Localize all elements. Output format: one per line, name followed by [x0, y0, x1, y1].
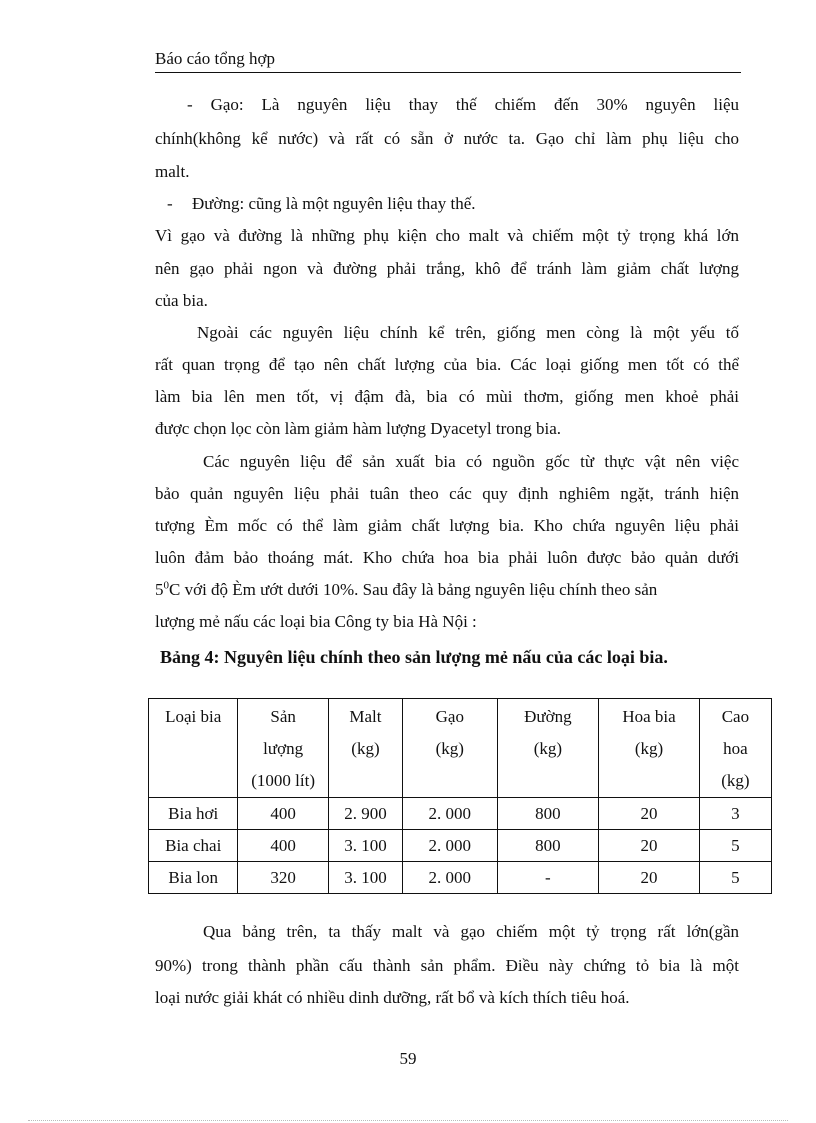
- degree-superscript: 0: [163, 579, 169, 592]
- paragraph-vi-gao-line-3: của bia.: [155, 291, 208, 310]
- header-cao-hoa: [699, 699, 771, 798]
- paragraph-qua-line-2: 90%) trong thành phần cấu thành sản phẩm. Điều này chứng tỏ bia là một: [155, 956, 739, 975]
- table-row: [149, 798, 772, 830]
- paragraph-cac-line-1: Các nguyên liệu để sản xuất bia có nguồn gốc từ thực vật nên việc: [203, 452, 739, 471]
- table-cell: 800: [497, 830, 599, 862]
- header-text: (1000 lít): [251, 771, 316, 790]
- table-cell: 800: [497, 798, 599, 830]
- paragraph-gao-line-1: - Gạo: Là nguyên liệu thay thế chiếm đến 30% nguyên liệu: [187, 95, 739, 114]
- header-text: Cao: [721, 707, 750, 726]
- table-cell: Bia hơi: [149, 798, 238, 830]
- header-duong: [497, 699, 599, 798]
- materials-table: [148, 698, 772, 894]
- paragraph-qua-line-1: Qua bảng trên, ta thấy malt và gạo chiếm một tỷ trọng rất lớn(gần: [203, 922, 739, 941]
- table-cell: 5: [699, 862, 771, 894]
- paragraph-cac-line-5-number: 5: [155, 580, 164, 599]
- table-cell: 400: [238, 830, 328, 862]
- paragraph-vi-gao-line-2: nên gạo phải ngon và đường phải trắng, khô để tránh làm giảm chất lượng: [155, 259, 739, 278]
- header-text: Loại bia: [165, 707, 222, 726]
- table-cell: 2. 000: [403, 798, 498, 830]
- header-text: Malt: [349, 707, 382, 726]
- paragraph-duong-dash: -: [167, 194, 173, 213]
- header-text: (kg): [533, 739, 563, 758]
- table-cell: 20: [599, 862, 700, 894]
- table-cell: 320: [238, 862, 328, 894]
- table-row: [149, 862, 772, 894]
- header-text: hoa: [723, 739, 748, 758]
- header-malt: [328, 699, 402, 798]
- paragraph-cac-line-2: bảo quản nguyên liệu phải tuân theo các quy định nghiêm ngặt, tránh hiện: [155, 484, 739, 503]
- paragraph-ngoai-line-1: Ngoài các nguyên liệu chính kể trên, giống men còng là một yếu tố: [197, 323, 739, 342]
- header-text: (kg): [721, 771, 750, 790]
- header-text: Gạo: [435, 707, 464, 726]
- header-text: Đường: [524, 707, 572, 726]
- table-cell: 400: [238, 798, 328, 830]
- paragraph-ngoai-line-3: làm bia lên men tốt, vị đậm đà, bia có mùi thơm, giống men khoẻ phải: [155, 387, 739, 406]
- paragraph-qua-line-3: loại nước giải khát có nhiều dinh dưỡng, rất bổ và kích thích tiêu hoá.: [155, 988, 630, 1007]
- header-text: Hoa bia: [622, 707, 676, 726]
- page-number: 59: [399, 1049, 417, 1068]
- table-header-row: [149, 699, 772, 798]
- table-cell: Bia lon: [149, 862, 238, 894]
- paragraph-gao-line-3: malt.: [155, 162, 190, 181]
- header-text: (kg): [351, 739, 380, 758]
- table-cell: 2. 000: [403, 862, 498, 894]
- page-header: Báo cáo tổng hợp: [155, 48, 741, 73]
- header-text: Sản: [270, 707, 296, 726]
- table-cell: 5: [699, 830, 771, 862]
- header-loai-bia: [149, 699, 238, 798]
- table-cell: 3. 100: [328, 830, 402, 862]
- table-cell: 2. 900: [328, 798, 402, 830]
- paragraph-cac-line-5: [155, 580, 739, 600]
- header-hoa-bia: [599, 699, 700, 798]
- header-text: lượng: [263, 739, 304, 758]
- paragraph-ngoai-line-4: được chọn lọc còn làm giảm hàm lượng Dyacetyl trong bia.: [155, 419, 562, 438]
- table-cell: 3: [699, 798, 771, 830]
- table-row: [149, 830, 772, 862]
- paragraph-cac-line-6: lượng mẻ nấu các loại bia Công ty bia Hà Nội :: [155, 612, 477, 631]
- header-text: (kg): [634, 739, 664, 758]
- header-gao: [403, 699, 498, 798]
- paragraph-duong-line-1: Đường: cũng là một nguyên liệu thay thế.: [192, 194, 476, 213]
- paragraph-cac-line-5-text: C với độ Èm ướt dưới 10%. Sau đây là bảng nguyên liệu chính theo sản: [169, 580, 658, 599]
- header-text: (kg): [435, 739, 464, 758]
- paragraph-gao-line-2: chính(không kể nước) và rất có sẵn ở nước ta. Gạo chỉ làm phụ liệu cho: [155, 129, 739, 148]
- paragraph-cac-line-3: tượng Èm mốc có thể làm giảm chất lượng bia. Kho chứa nguyên liệu phải: [155, 516, 739, 535]
- paragraph-vi-gao-line-1: Vì gạo và đường là những phụ kiện cho malt và chiếm một tỷ trọng khá lớn: [155, 226, 739, 245]
- table-cell: 20: [599, 830, 700, 862]
- header-san-luong: [238, 699, 328, 798]
- table-caption: Bảng 4: Nguyên liệu chính theo sản lượng mẻ nấu của các loại bia.: [160, 647, 668, 667]
- table-cell: -: [497, 862, 599, 894]
- table-cell: 20: [599, 798, 700, 830]
- table-cell: Bia chai: [149, 830, 238, 862]
- table-cell: 2. 000: [403, 830, 498, 862]
- table-cell: 3. 100: [328, 862, 402, 894]
- paragraph-ngoai-line-2: rất quan trọng để tạo nên chất lượng của bia. Các loại giống men tốt có thể: [155, 355, 739, 374]
- bottom-divider: [28, 1120, 788, 1121]
- paragraph-cac-line-4: luôn đảm bảo thoáng mát. Kho chứa hoa bia phải luôn được bảo quản dưới: [155, 548, 739, 567]
